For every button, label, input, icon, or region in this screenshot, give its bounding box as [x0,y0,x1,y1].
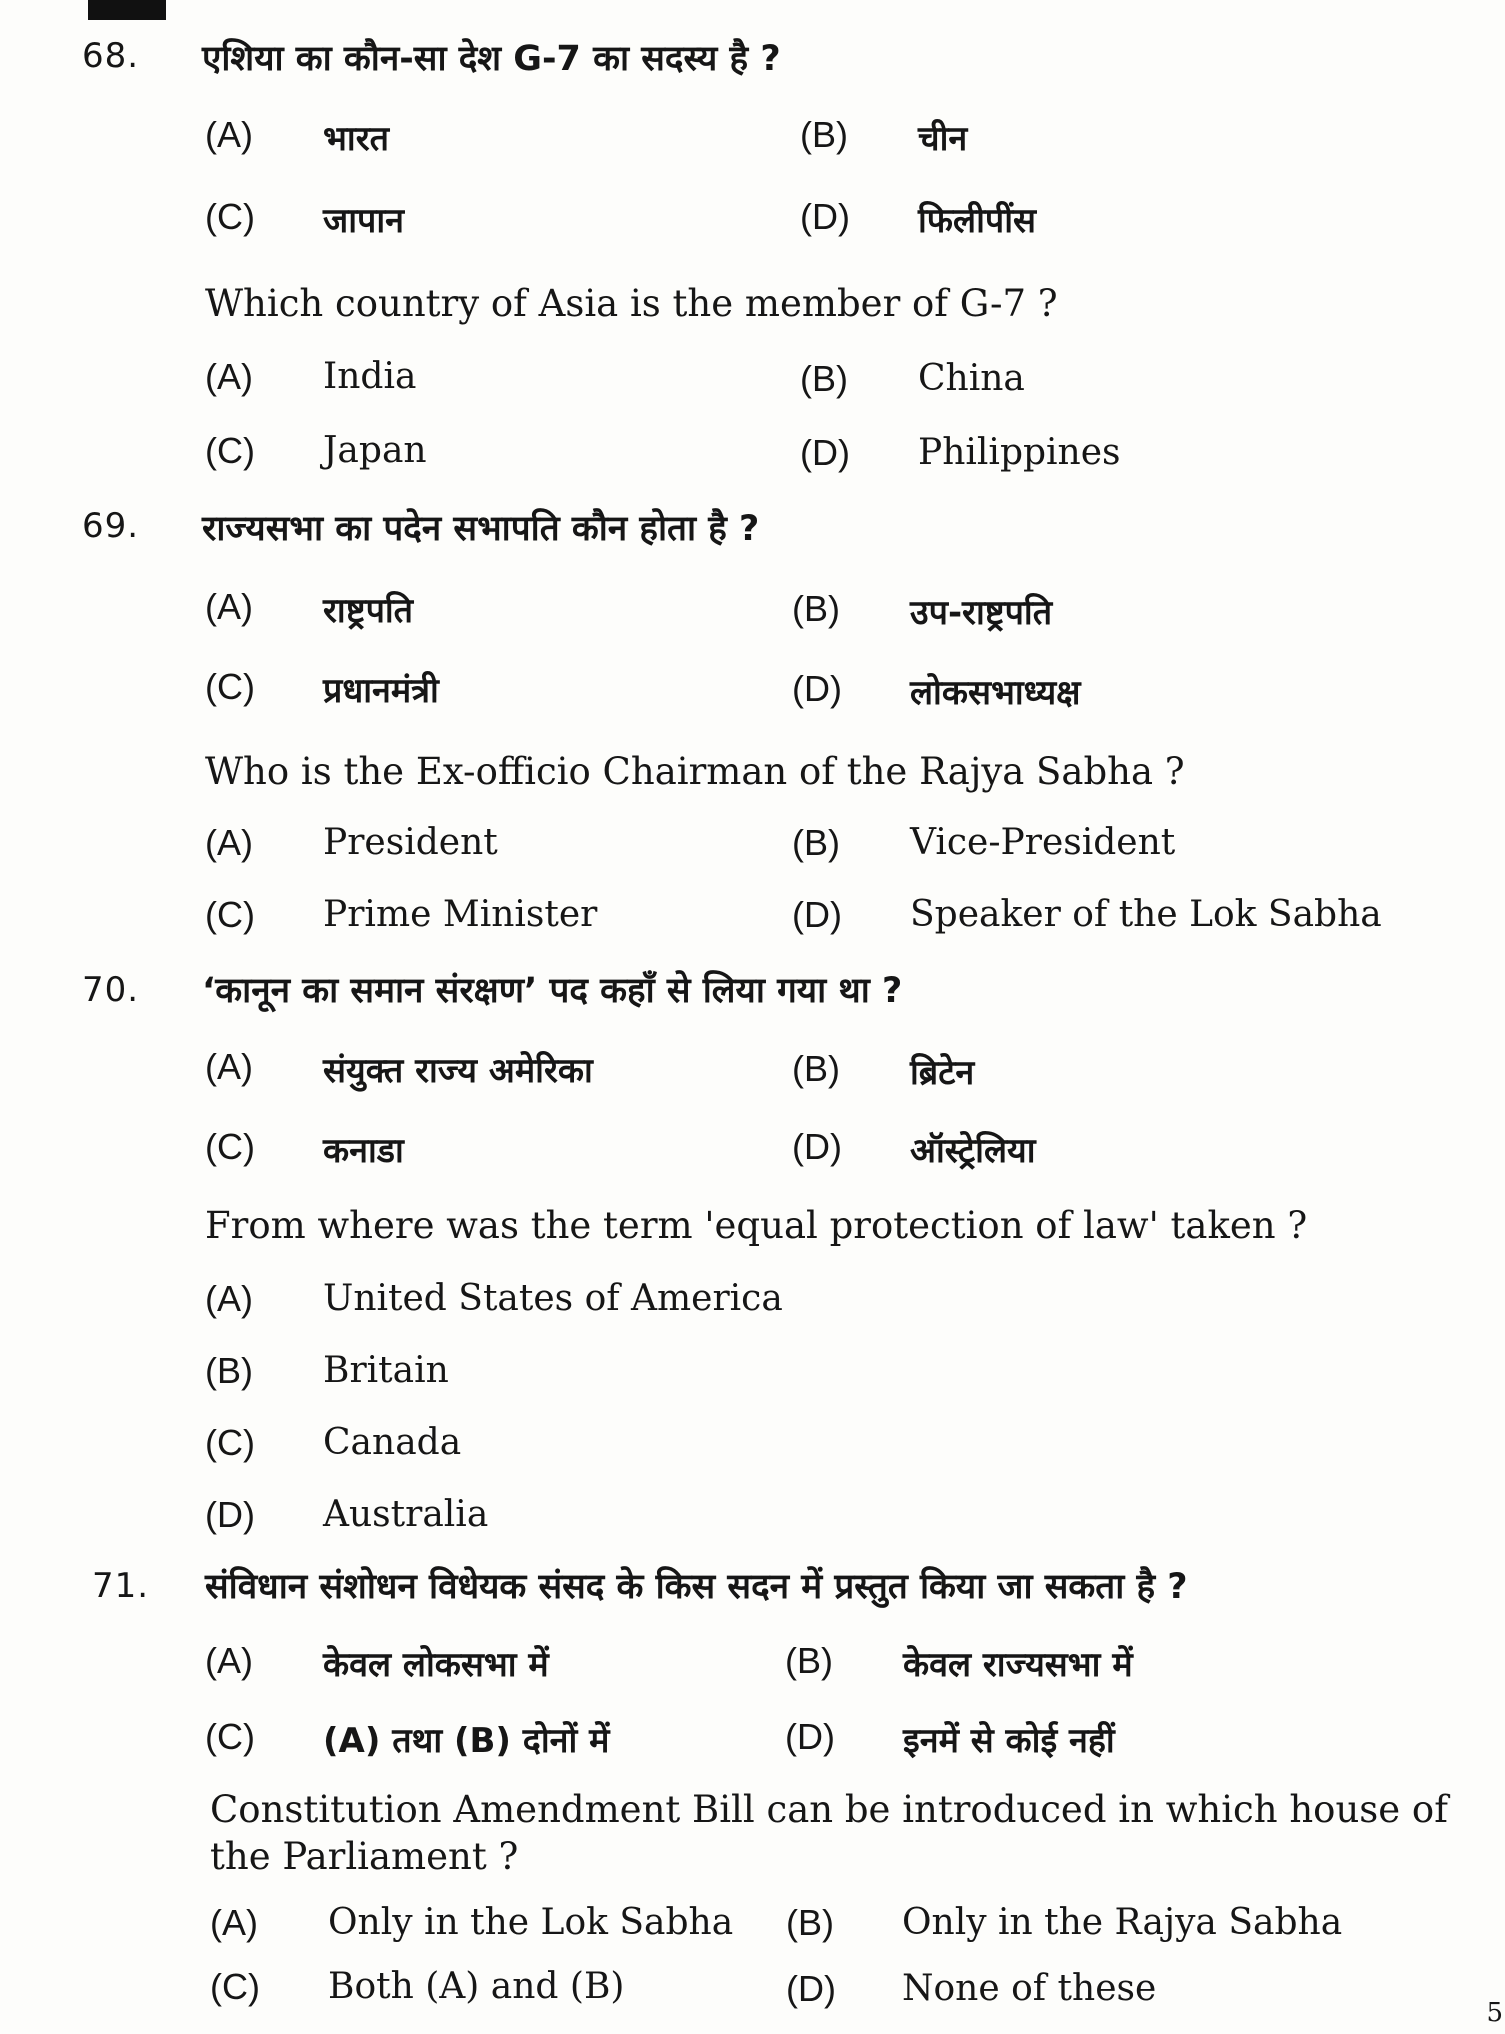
question-text-english: From where was the term 'equal protection of law' taken ? [205,1204,1308,1247]
question-text-hindi: एशिया का कौन-सा देश G-7 का सदस्य है ? [202,39,781,79]
question-number: 68. [82,36,140,76]
question-number: 70. [82,970,140,1010]
question-text-english: Who is the Ex-officio Chairman of the Rajya Sabha ? [205,750,1185,793]
question-number: 71. [92,1566,150,1606]
question-text-english: Which country of Asia is the member of G-7 ? [205,282,1058,325]
question-text-hindi: राज्यसभा का पदेन सभापति कौन होता है ? [202,509,760,549]
page-number-fragment: 5 [1486,1998,1503,2028]
question-text-hindi: ‘कानून का समान संरक्षण’ पद कहाँ से लिया गया था ? [202,971,903,1011]
question-text-english: Constitution Amendment Bill can be introduced in which house of the Parliament ? [210,1788,1448,1878]
page-corner-tab [88,0,166,20]
question-text-hindi: संविधान संशोधन विधेयक संसद के किस सदन में प्रस्तुत किया जा सकता है ? [205,1567,1188,1607]
question-number: 69. [82,506,140,546]
